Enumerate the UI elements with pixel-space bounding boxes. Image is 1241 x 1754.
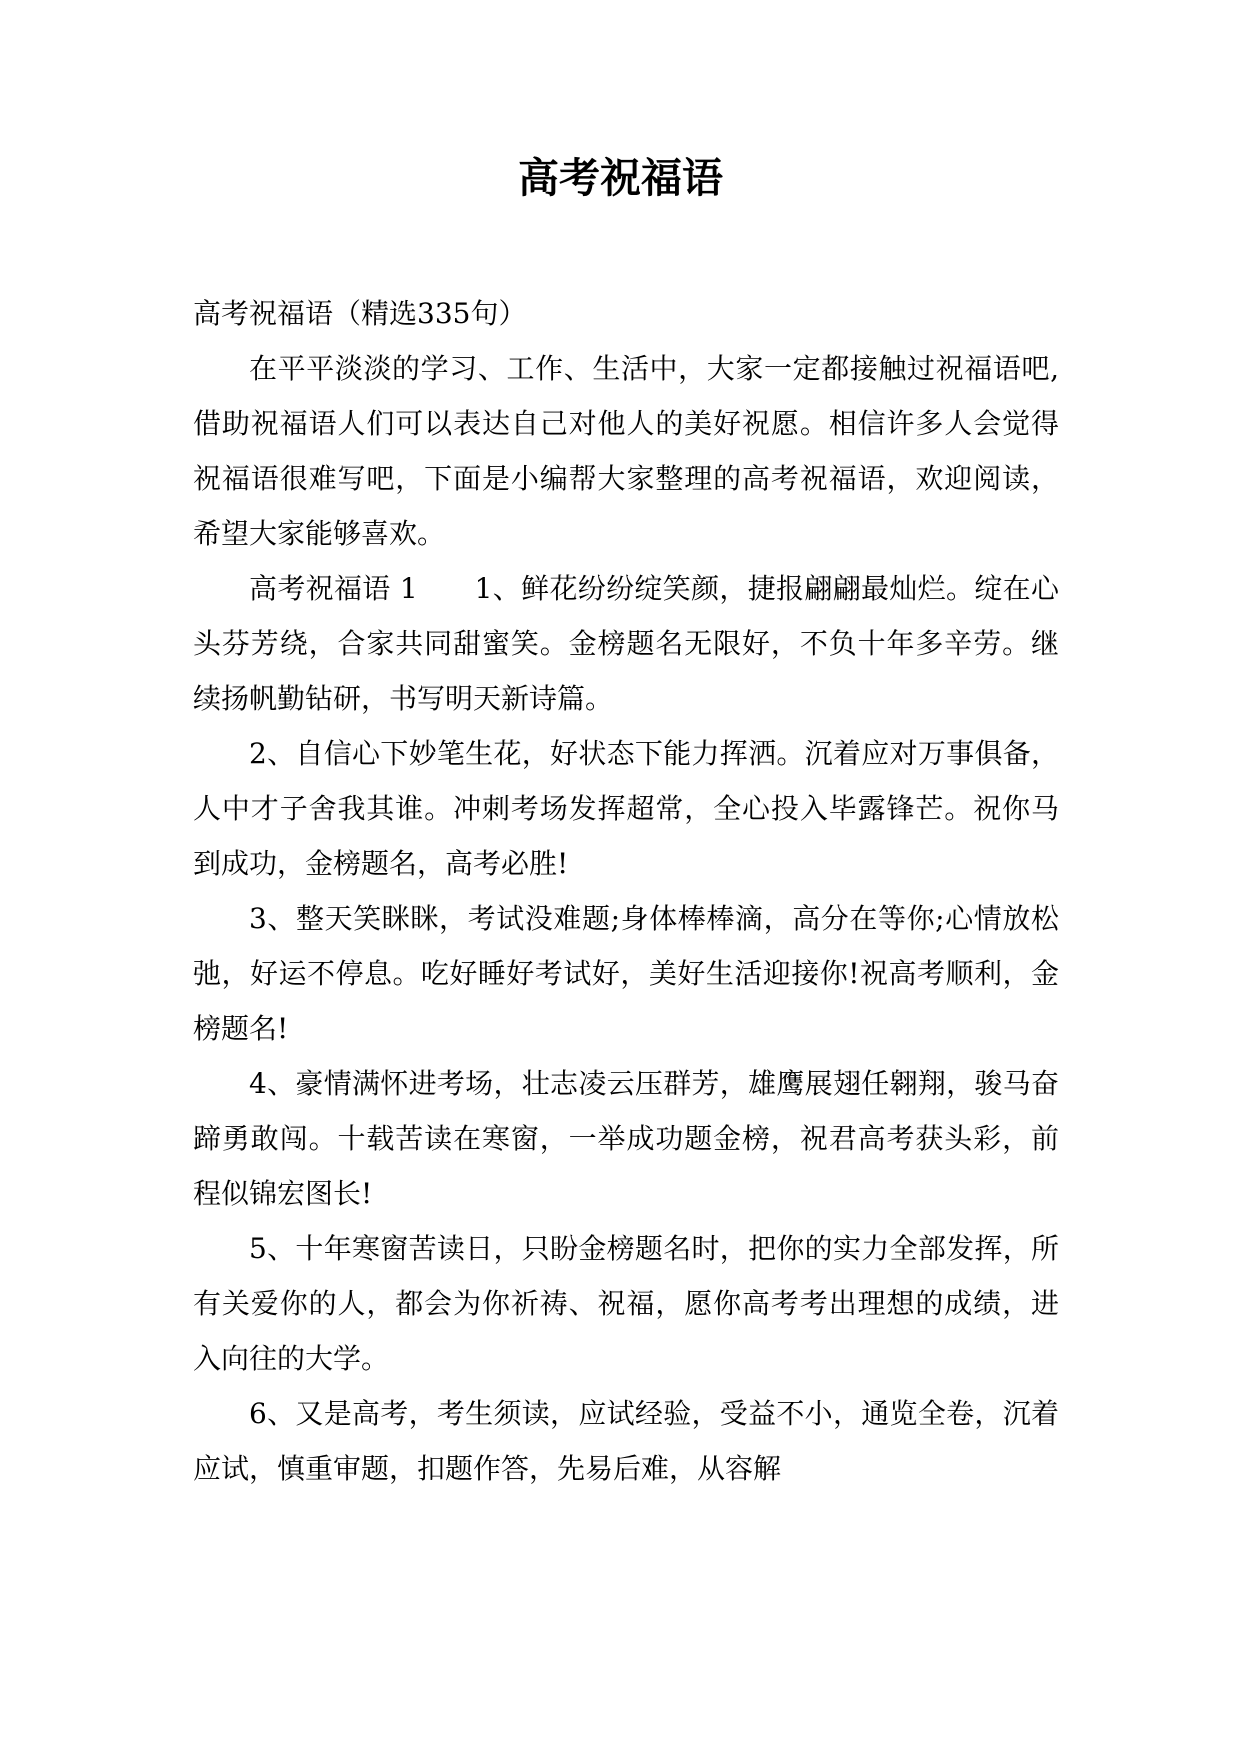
wish-paragraph-4: 4、豪情满怀进考场，壮志凌云压群芳，雄鹰展翅任翱翔，骏马奋蹄勇敢闯。十载苦读在寒窗，一举成功题金榜，祝君高考获头彩，前程似锦宏图长! bbox=[193, 1067, 1059, 1210]
wish-paragraph-5: 5、十年寒窗苦读日，只盼金榜题名时，把你的实力全部发挥，所有关爱你的人，都会为你祈祷、祝福，愿你高考考出理想的成绩，进入向往的大学。 bbox=[193, 1232, 1059, 1375]
document-title: 高考祝福语 bbox=[518, 154, 723, 202]
wish-paragraph-6: 6、又是高考，考生须读，应试经验，受益不小，通览全卷，沉着应试，慎重审题，扣题作答，先易后难，从容解 bbox=[193, 1397, 1059, 1485]
document-body bbox=[193, 286, 1059, 1496]
wish-paragraph-1: 高考祝福语 1 1、鲜花纷纷绽笑颜，捷报翩翩最灿烂。绽在心头芬芳绕，合家共同甜蜜笑。金榜题名无限好，不负十年多辛劳。继续扬帆勤钻研，书写明天新诗篇。 bbox=[193, 572, 1059, 715]
wish-paragraph-2: 2、自信心下妙笔生花，好状态下能力挥洒。沉着应对万事俱备，人中才子舍我其谁。冲刺考场发挥超常，全心投入毕露锋芒。祝你马到成功，金榜题名，高考必胜! bbox=[193, 737, 1059, 880]
wish-paragraph-3: 3、整天笑眯眯，考试没难题;身体棒棒滴，高分在等你;心情放松弛，好运不停息。吃好睡好考试好，美好生活迎接你!祝高考顺利，金榜题名! bbox=[193, 902, 1059, 1045]
document-subtitle: 高考祝福语（精选335句） bbox=[193, 297, 527, 330]
intro-paragraph: 在平平淡淡的学习、工作、生活中，大家一定都接触过祝福语吧,借助祝福语人们可以表达自己对他人的美好祝愿。相信许多人会觉得祝福语很难写吧，下面是小编帮大家整理的高考祝福语，欢迎阅读，希望大家能够喜欢。 bbox=[193, 352, 1059, 550]
